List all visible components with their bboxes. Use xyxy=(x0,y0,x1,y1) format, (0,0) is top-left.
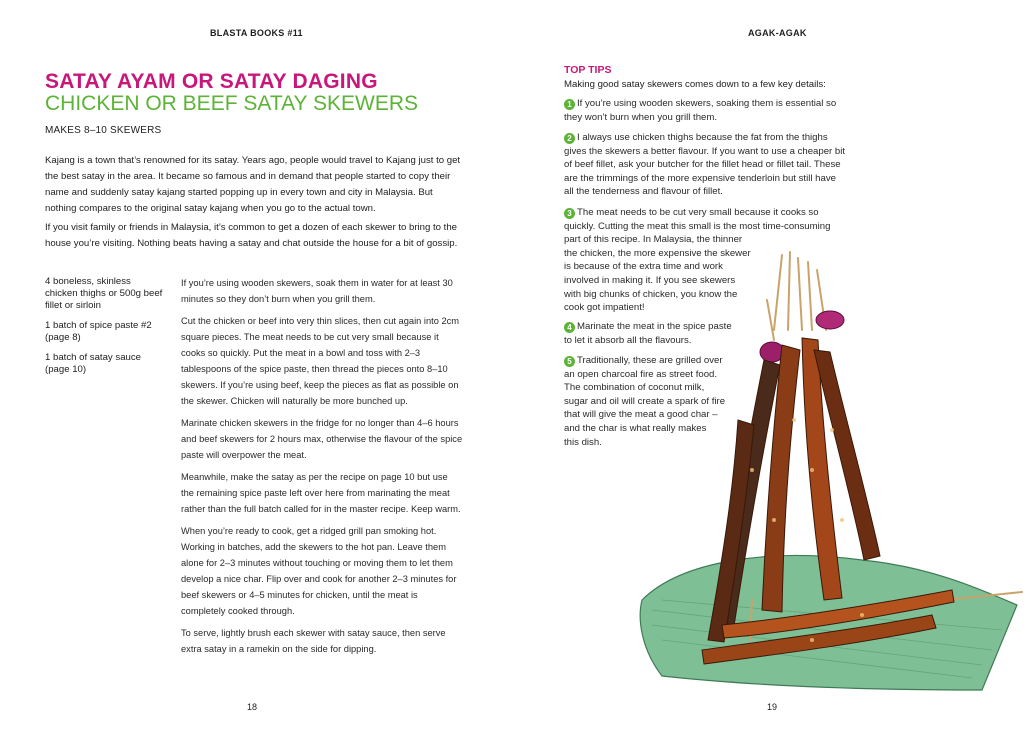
tip-number-badge: 3 xyxy=(564,208,575,219)
method-step: Marinate chicken skewers in the fridge for no longer than 4–6 hours and beef skewers for 2 hours max, otherwise the flavour of the spice paste will overpower the meat. xyxy=(181,418,463,460)
tip-number-badge: 4 xyxy=(564,322,575,333)
tip-number-badge: 2 xyxy=(564,133,575,144)
tip-2 xyxy=(564,131,845,199)
method-steps xyxy=(181,275,463,663)
ingredient-item: 1 batch of satay sauce (page 10) xyxy=(45,352,141,375)
tip-line: the chicken, the more expensive the skewer xyxy=(564,247,751,259)
method-step: Cut the chicken or beef into very thin slices, then cut again into 2cm square pieces. The meat needs to be cut very small because it cooks so quickly. Put the meat in a bowl and toss with 2–3 tablespoons of the spice paste, then thread the pieces onto 8–10 skewers. If you’re using beef, keep the pieces as flat as possible on the skewer. Chicken will naturally be more bunched up. xyxy=(181,316,460,406)
tip-1 xyxy=(564,97,836,124)
tip-line: all the tenderness and flavour of fillet. xyxy=(564,186,723,198)
tip-line: Marinate the meat in the spice paste xyxy=(577,321,732,332)
tip-line: involved in making it. If you see skewers xyxy=(564,274,736,286)
ingredient-item: 4 boneless, skinless chicken thighs or 500g beef fillet or sirloin xyxy=(45,276,163,311)
tip-line: gives the skewers a better flavour. If you want to use a cheaper bit xyxy=(564,145,846,157)
tip-line: an open charcoal fire as street food. xyxy=(564,368,718,380)
tip-line: The meat needs to be cut very small because it cooks so xyxy=(577,207,819,218)
tip-line: If you’re using wooden skewers, soaking them is essential so xyxy=(577,98,837,109)
tip-line: with big chunks of chicken, you know the xyxy=(564,288,738,300)
recipe-intro xyxy=(45,153,465,255)
tip-line: is because of the extra time and work xyxy=(564,261,723,273)
recipe-yield: MAKES 8–10 SKEWERS xyxy=(45,125,162,136)
recipe-title-malay: SATAY AYAM OR SATAY DAGING xyxy=(45,70,378,93)
tip-5 xyxy=(564,354,725,449)
recipe-title-english: CHICKEN OR BEEF SATAY SKEWERS xyxy=(45,92,419,115)
intro-paragraph: Kajang is a town that’s renowned for its satay. Years ago, people would travel to Kajang just to get the best satay in the area. It became so famous and in demand that people started to copy their name and suddenly satay kajang started popping up in every town and city in Malaysia. But nothing compares to the original satay kajang when you go to the actual town. xyxy=(45,155,461,214)
page-number-right: 19 xyxy=(767,702,778,712)
tip-line: The combination of coconut milk, xyxy=(564,382,705,394)
tip-line: they won’t burn when you grill them. xyxy=(564,111,718,123)
top-tips-intro: Making good satay skewers comes down to a few key details: xyxy=(564,79,826,90)
tip-line: quickly. Cutting the meat this small is the most time-consuming xyxy=(564,220,831,232)
method-step: To serve, lightly brush each skewer with satay sauce, then serve extra satay in a ramekin on the side for dipping. xyxy=(181,628,446,654)
tip-line: and the char is what really makes xyxy=(564,422,707,434)
tip-line: cook got impatient! xyxy=(564,302,645,314)
method-step: Meanwhile, make the satay as per the recipe on page 10 but use the remaining spice paste left over here from marinating the meat rather than the full batch called for in the master recipe. Keep warm. xyxy=(181,472,461,514)
tip-line: Traditionally, these are grilled over xyxy=(577,355,723,366)
running-head-left: BLASTA BOOKS #11 xyxy=(210,28,303,38)
tip-line: this dish. xyxy=(564,436,602,448)
method-step: When you’re ready to cook, get a ridged grill pan smoking hot. Working in batches, add the skewers to the hot pan. Leave them alone for 2–3 minutes without touching or moving them to let them develop a nice char. Flip over and cook for another 2–3 minutes for beef skewers or 4–5 minutes for chicken, until the meat is completely cooked through. xyxy=(181,526,457,616)
tip-number-badge: 5 xyxy=(564,356,575,367)
top-tips-heading: TOP TIPS xyxy=(564,64,612,76)
tip-line: are the trimmings of the more expensive tenderloin but still have xyxy=(564,172,836,184)
tip-4 xyxy=(564,320,732,347)
tip-line: to let it absorb all the flavours. xyxy=(564,334,692,346)
ingredient-list xyxy=(45,276,165,384)
tip-line: that will give the meat a good char – xyxy=(564,409,718,421)
running-head-right: AGAK-AGAK xyxy=(748,28,807,38)
tip-line: sugar and oil will create a spark of fire xyxy=(564,395,726,407)
tip-line: part of this recipe. In Malaysia, the thinner xyxy=(564,234,743,246)
right-page xyxy=(512,0,1024,729)
page-number-left: 18 xyxy=(247,702,258,712)
tip-line: of beef fillet, ask your butcher for the fillet head or fillet tail. These xyxy=(564,159,841,171)
ingredient-item: 1 batch of spice paste #2 (page 8) xyxy=(45,320,152,343)
intro-paragraph: If you visit family or friends in Malaysia, it’s common to get a dozen of each skewer to bring to the house you’re visiting. Nothing beats having a satay and chat outside the house for a bit of gossip. xyxy=(45,222,458,249)
tip-line: I always use chicken thighs because the fat from the thighs xyxy=(577,132,828,143)
tip-number-badge: 1 xyxy=(564,99,575,110)
method-step: If you’re using wooden skewers, soak them in water for at least 30 minutes so they don’t burn when you grill them. xyxy=(181,278,453,304)
tip-3 xyxy=(564,206,830,315)
